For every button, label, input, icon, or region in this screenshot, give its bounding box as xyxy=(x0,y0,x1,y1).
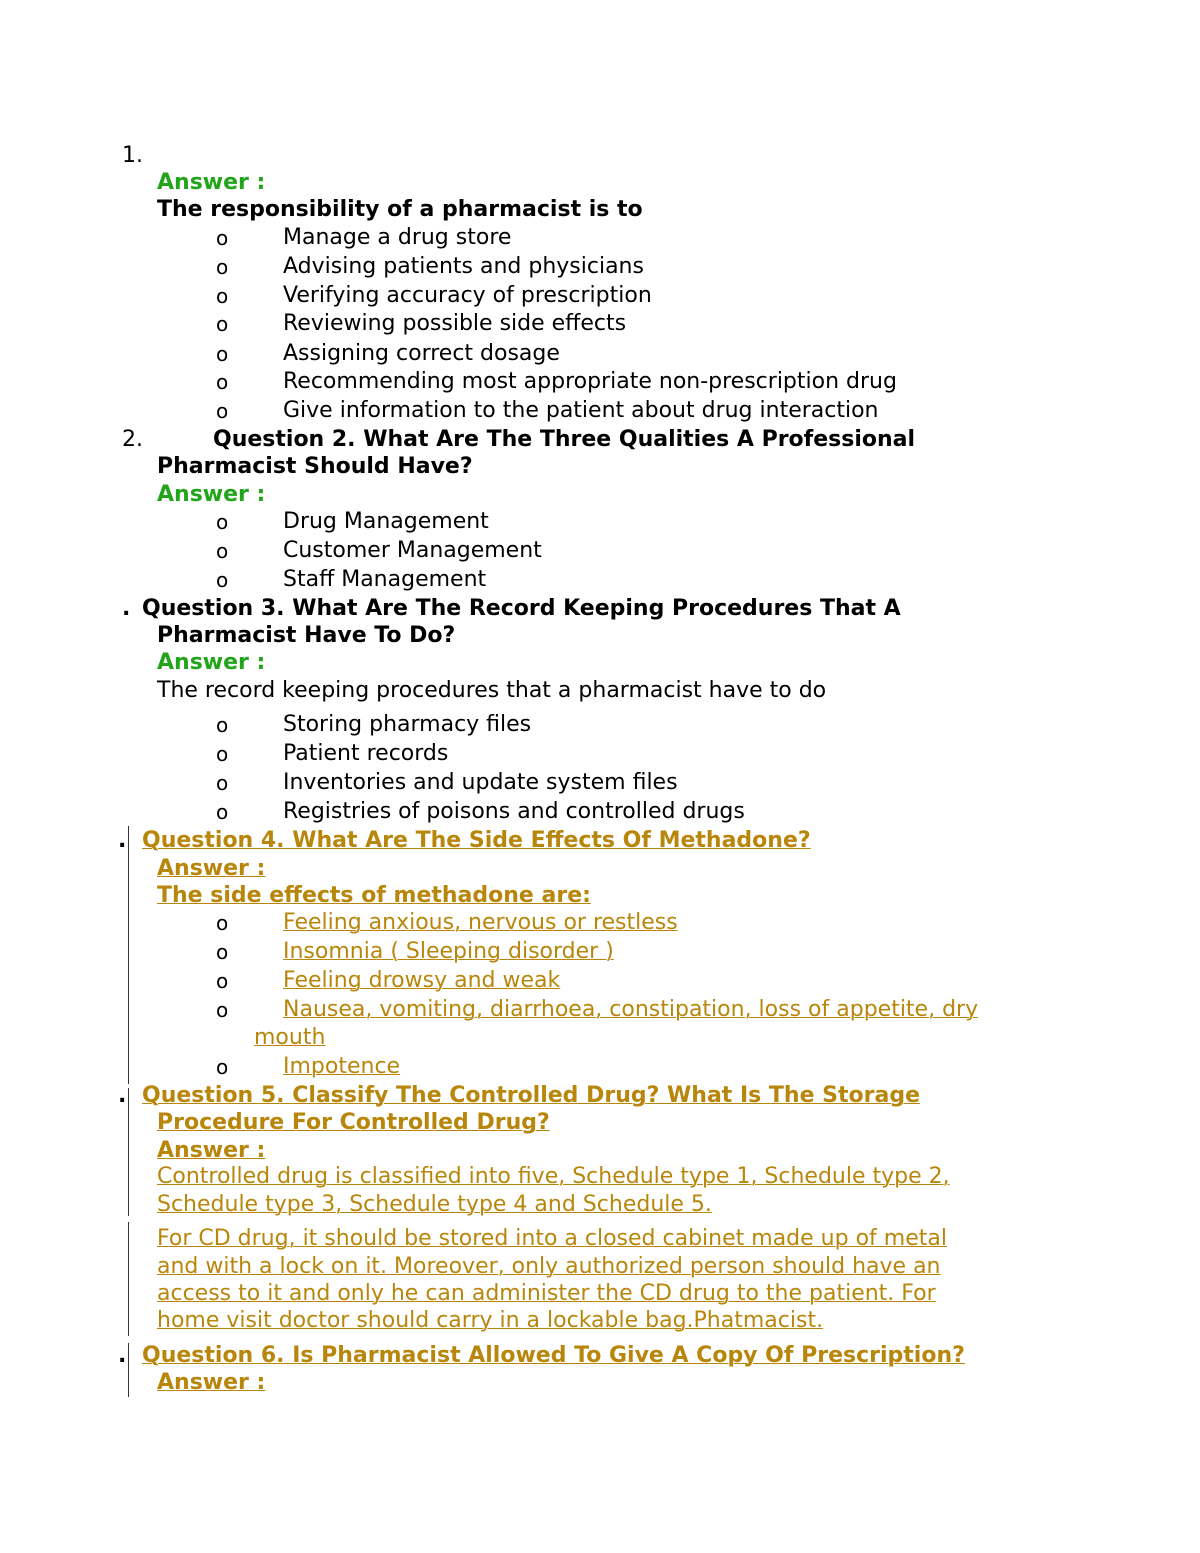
answer-label: Answer : xyxy=(157,856,266,881)
question-heading: Question 5. Classify The Controlled Drug? What Is The Storage xyxy=(142,1083,921,1108)
bullet: o xyxy=(216,940,229,964)
bullet: o xyxy=(216,255,229,279)
question-heading: Question 6. Is Pharmacist Allowed To Give A Copy Of Prescription? xyxy=(142,1343,965,1368)
change-bar xyxy=(128,1088,129,1216)
list-item: Verifying accuracy of prescription xyxy=(283,283,652,308)
list-item: Drug Management xyxy=(283,509,489,534)
change-bar xyxy=(128,826,129,1084)
bullet: o xyxy=(216,226,229,250)
answer-text: and with a lock on it. Moreover, only authorized person should have an xyxy=(157,1254,941,1279)
list-item: Give information to the patient about drug interaction xyxy=(283,398,879,423)
list-item: Manage a drug store xyxy=(283,225,512,250)
question-heading-cont: Pharmacist Should Have? xyxy=(157,454,473,479)
list-item: Advising patients and physicians xyxy=(283,254,644,279)
answer-heading: The responsibility of a pharmacist is to xyxy=(157,197,643,222)
list-item: Storing pharmacy files xyxy=(283,712,532,737)
bullet: o xyxy=(216,998,229,1022)
bullet: o xyxy=(216,399,229,423)
answer-text: Schedule type 3, Schedule type 4 and Schedule 5. xyxy=(157,1192,712,1217)
bullet: o xyxy=(216,1055,229,1079)
list-item: Inventories and update system files xyxy=(283,770,678,795)
answer-label: Answer : xyxy=(157,482,266,507)
bullet: o xyxy=(216,713,229,737)
list-item: Feeling drowsy and weak xyxy=(283,968,561,993)
list-item: Registries of poisons and controlled drugs xyxy=(283,799,745,824)
list-item: Customer Management xyxy=(283,538,542,563)
answer-text: Controlled drug is classified into five, Schedule type 1, Schedule type 2, xyxy=(157,1164,950,1189)
question-heading: Question 3. What Are The Record Keeping Procedures That A xyxy=(142,596,901,621)
list-number: . xyxy=(118,1343,127,1368)
answer-intro: The record keeping procedures that a pharmacist have to do xyxy=(157,678,827,703)
answer-text: home visit doctor should carry in a lockable bag.Phatmacist. xyxy=(157,1308,824,1333)
bullet: o xyxy=(216,312,229,336)
list-item: Reviewing possible side effects xyxy=(283,311,627,336)
bullet: o xyxy=(216,911,229,935)
list-item: Insomnia ( Sleeping disorder ) xyxy=(283,939,614,964)
answer-heading: The side effects of methadone are: xyxy=(157,883,591,908)
list-number: 1. xyxy=(122,143,143,168)
list-item: Feeling anxious, nervous or restless xyxy=(283,910,678,935)
answer-label: Answer : xyxy=(157,1370,266,1395)
answer-label: Answer : xyxy=(157,170,266,195)
question-heading: Question 2. What Are The Three Qualities A Professional xyxy=(213,427,916,452)
bullet: o xyxy=(216,771,229,795)
question-heading: Question 4. What Are The Side Effects Of Methadone? xyxy=(142,828,811,853)
bullet: o xyxy=(216,370,229,394)
list-number: . xyxy=(118,1083,127,1108)
bullet: o xyxy=(216,800,229,824)
bullet: o xyxy=(216,539,229,563)
answer-text: access to it and only he can administer the CD drug to the patient. For xyxy=(157,1281,936,1306)
bullet: o xyxy=(216,342,229,366)
list-item-cont: mouth xyxy=(254,1025,326,1050)
answer-label: Answer : xyxy=(157,1138,266,1163)
list-number: . xyxy=(122,596,131,621)
change-bar xyxy=(128,1222,129,1336)
bullet: o xyxy=(216,510,229,534)
answer-label: Answer : xyxy=(157,650,266,675)
bullet: o xyxy=(216,284,229,308)
list-item: Patient records xyxy=(283,741,449,766)
list-number: . xyxy=(118,828,127,853)
list-item: Staff Management xyxy=(283,567,487,592)
question-heading-cont: Procedure For Controlled Drug? xyxy=(157,1110,550,1135)
bullet: o xyxy=(216,969,229,993)
list-item: Nausea, vomiting, diarrhoea, constipation, loss of appetite, dry xyxy=(283,997,979,1022)
answer-text: For CD drug, it should be stored into a closed cabinet made up of metal xyxy=(157,1226,947,1251)
bullet: o xyxy=(216,742,229,766)
list-item: Impotence xyxy=(283,1054,401,1079)
list-number: 2. xyxy=(122,427,143,452)
list-item: Recommending most appropriate non-prescription drug xyxy=(283,369,897,394)
question-heading-cont: Pharmacist Have To Do? xyxy=(157,623,456,648)
list-item: Assigning correct dosage xyxy=(283,341,560,366)
bullet: o xyxy=(216,568,229,592)
change-bar xyxy=(128,1343,129,1397)
